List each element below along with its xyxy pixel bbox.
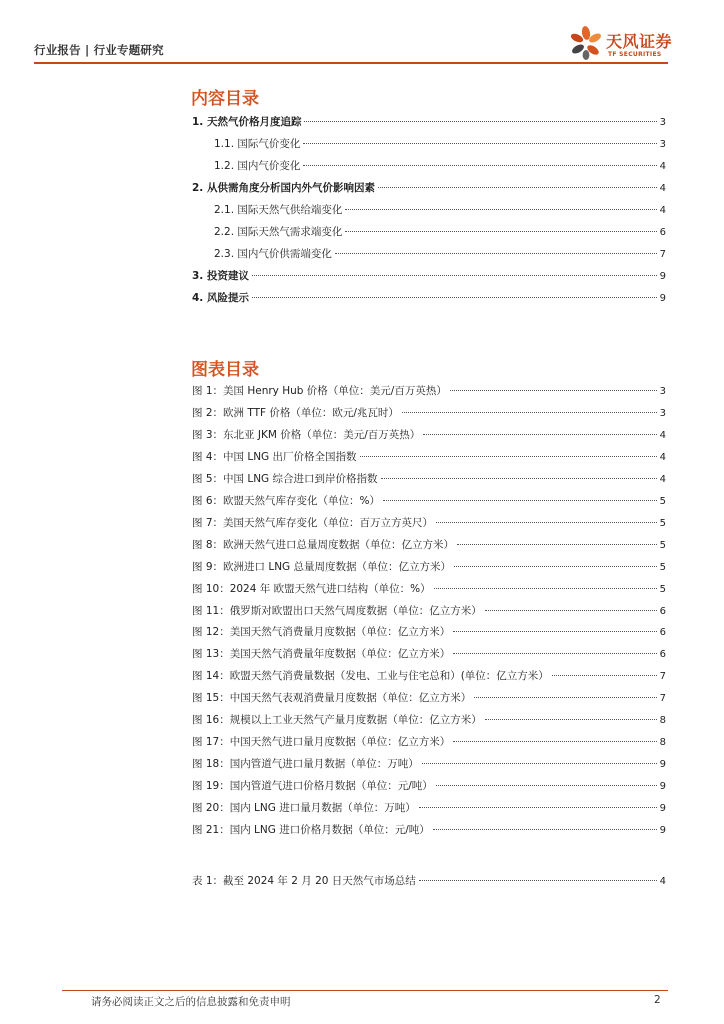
toc-entry-label: 4. 风险提示 <box>192 292 249 304</box>
figure-entry[interactable] <box>192 405 666 421</box>
figure-entry-label: 图 7：美国天然气库存变化（单位：百万立方英尺） <box>192 516 434 529</box>
figure-entry-label: 图 16：规模以上工业天然气产量月度数据（单位：亿立方米） <box>192 714 482 727</box>
figure-entry-label: 图 15：中国天然气表观消费量月度数据（单位：亿立方米） <box>192 692 472 705</box>
figure-entry-label: 图 18：国内管道气进口量月数据（单位：万吨） <box>192 758 419 771</box>
toc-entry[interactable] <box>214 202 666 218</box>
figure-entry[interactable] <box>192 690 666 706</box>
figure-entry[interactable] <box>192 646 666 662</box>
figure-entry[interactable] <box>192 471 666 487</box>
toc-entry-label: 2.2. 国际天然气需求端变化 <box>214 226 343 238</box>
figure-entry-page-number: 9 <box>659 781 666 793</box>
figure-entry-label: 图 8：欧洲天然气进口总量周度数据（单位：亿立方米） <box>192 538 455 551</box>
dot-leader <box>433 829 657 830</box>
toc-entry-label: 2.3. 国内气价供需端变化 <box>214 248 332 260</box>
dot-leader <box>485 610 657 611</box>
dot-leader <box>378 187 657 188</box>
figure-entry-label: 图 4：中国 LNG 出厂价格全国指数 <box>192 450 357 463</box>
figure-entry-page-number: 5 <box>659 583 666 595</box>
figure-entry-page-number: 3 <box>659 386 666 397</box>
dot-leader <box>402 412 657 413</box>
header-divider <box>34 62 668 64</box>
toc-entry-page-number: 3 <box>659 139 666 150</box>
figure-entry-label: 图 14：欧盟天然气消费量数据（发电、工业与住宅总和）(单位：亿立方米） <box>192 670 549 683</box>
dot-leader <box>422 763 657 764</box>
toc-entry-label: 1.1. 国际气价变化 <box>214 138 301 150</box>
logo-flower-icon <box>568 24 604 60</box>
dot-leader <box>453 631 656 632</box>
toc-entry-page-number: 9 <box>659 293 666 304</box>
figure-entry-page-number: 4 <box>659 429 666 441</box>
figure-entry-label: 图 21：国内 LNG 进口价格月数据（单位：元/吨） <box>192 824 430 836</box>
figure-entry[interactable] <box>192 493 666 509</box>
dot-leader <box>252 297 657 298</box>
toc-entry-label: 1. 天然气价格月度追踪 <box>192 116 302 128</box>
dot-leader <box>303 143 656 144</box>
figure-entry-label: 图 3：东北亚 JKM 价格（单位：美元/百万英热） <box>192 428 421 441</box>
figure-entry-page-number: 6 <box>659 605 666 617</box>
dot-leader <box>345 231 656 232</box>
table-entry-page-number: 4 <box>659 876 666 887</box>
dot-leader <box>381 478 657 479</box>
figure-entry[interactable] <box>192 427 666 443</box>
figure-entry[interactable] <box>192 449 666 465</box>
dot-leader <box>434 588 657 589</box>
table-entry[interactable] <box>192 873 666 889</box>
toc-entry-page-number: 4 <box>659 161 666 172</box>
figure-entry-page-number: 4 <box>659 473 666 485</box>
toc-entry-label: 3. 投资建议 <box>192 270 249 282</box>
figure-entry-label: 图 5：中国 LNG 综合进口到岸价格指数 <box>192 472 378 485</box>
report-type-label: 行业报告 | 行业专题研究 <box>34 43 164 57</box>
toc-entry-page-number: 4 <box>659 183 666 194</box>
figure-entry-page-number: 9 <box>659 759 666 771</box>
figure-entry-page-number: 7 <box>659 671 666 683</box>
figure-entry-page-number: 5 <box>659 495 666 507</box>
figure-entry[interactable] <box>192 822 666 838</box>
figure-entry[interactable] <box>192 603 666 619</box>
figure-entry-label: 图 12：美国天然气消费量月度数据（单位：亿立方米） <box>192 626 451 639</box>
figure-entry[interactable] <box>192 515 666 531</box>
dot-leader <box>335 253 657 254</box>
figure-entry-label: 图 10：2024 年 欧盟天然气进口结构（单位：%） <box>192 582 431 595</box>
figure-entry-page-number: 9 <box>659 803 666 815</box>
logo-chinese-name: 天风证券 <box>606 32 673 51</box>
figure-entry-label: 图 13：美国天然气消费量年度数据（单位：亿立方米） <box>192 648 451 661</box>
figure-entry[interactable] <box>192 712 666 728</box>
toc-entry[interactable] <box>192 180 666 196</box>
footer-disclaimer: 请务必阅读正文之后的信息披露和免责申明 <box>91 996 291 1008</box>
figure-entry-page-number: 5 <box>659 517 666 529</box>
figure-entry-label: 图 19：国内管道气进口价格月数据（单位：元/吨） <box>192 780 433 793</box>
footer-divider <box>62 990 668 991</box>
dot-leader <box>453 653 656 654</box>
figure-entry-page-number: 3 <box>659 407 666 419</box>
toc-entry-page-number: 9 <box>659 271 666 282</box>
dot-leader <box>457 544 657 545</box>
figure-entry-label: 图 9：欧洲进口 LNG 总量周度数据（单位：亿立方米） <box>192 560 452 573</box>
figure-entry[interactable] <box>192 668 666 684</box>
figure-entry[interactable] <box>192 383 666 399</box>
figure-entry[interactable] <box>192 581 666 597</box>
figure-entry-page-number: 8 <box>659 715 666 727</box>
figure-entry-page-number: 4 <box>659 451 666 463</box>
figure-entry-page-number: 5 <box>659 561 666 573</box>
figure-entry-label: 图 6：欧盟天然气库存变化（单位：%） <box>192 494 380 507</box>
toc-entry[interactable] <box>214 136 666 152</box>
dot-leader <box>485 719 657 720</box>
dot-leader <box>474 697 656 698</box>
dot-leader <box>419 807 657 808</box>
figure-entry-page-number: 8 <box>659 737 666 749</box>
toc-entry[interactable] <box>214 224 666 240</box>
toc-entry[interactable] <box>192 114 666 130</box>
toc-entry-label: 2.1. 国际天然气供给端变化 <box>214 204 343 216</box>
figure-entry-label: 图 2：欧洲 TTF 价格（单位：欧元/兆瓦时） <box>192 406 399 419</box>
toc-entry-label: 1.2. 国内气价变化 <box>214 160 301 172</box>
figure-entry-page-number: 7 <box>659 693 666 705</box>
figure-entry-page-number: 6 <box>659 649 666 661</box>
toc-entry-page-number: 7 <box>659 249 666 260</box>
figure-entry-label: 图 20：国内 LNG 进口量月数据（单位：万吨） <box>192 802 416 815</box>
toc-heading: 内容目录 <box>191 89 259 109</box>
dot-leader <box>436 522 657 523</box>
toc-entry[interactable] <box>214 158 666 174</box>
toc-entry-page-number: 3 <box>659 117 666 128</box>
company-logo <box>568 24 678 62</box>
dot-leader <box>436 785 657 786</box>
dot-leader <box>454 566 657 567</box>
toc-entry[interactable] <box>192 290 666 306</box>
figure-entry-label: 图 17：中国天然气进口量月度数据（单位：亿立方米） <box>192 736 451 749</box>
dot-leader <box>419 880 657 881</box>
dot-leader <box>383 500 657 501</box>
toc-entry[interactable] <box>192 268 666 284</box>
figure-entry-label: 图 1：美国 Henry Hub 价格（单位：美元/百万英热） <box>192 385 447 397</box>
toc-entry[interactable] <box>214 246 666 262</box>
page-number: 2 <box>654 994 661 1006</box>
figure-entry[interactable] <box>192 756 666 772</box>
figure-entry-label: 图 11：俄罗斯对欧盟出口天然气周度数据（单位：亿立方米） <box>192 604 482 617</box>
figures-heading: 图表目录 <box>191 360 259 380</box>
dot-leader <box>552 675 657 676</box>
dot-leader <box>423 434 656 435</box>
dot-leader <box>453 741 656 742</box>
dot-leader <box>450 390 657 391</box>
figure-entry[interactable] <box>192 624 666 640</box>
dot-leader <box>360 456 657 457</box>
figure-entry[interactable] <box>192 800 666 816</box>
toc-entry-label: 2. 从供需角度分析国内外气价影响因素 <box>192 182 375 194</box>
figure-entry-page-number: 5 <box>659 539 666 551</box>
figure-entry[interactable] <box>192 734 666 750</box>
logo-english-name: TF SECURITIES <box>608 51 662 58</box>
figure-entry[interactable] <box>192 537 666 553</box>
figure-entry[interactable] <box>192 778 666 794</box>
dot-leader <box>345 209 656 210</box>
dot-leader <box>303 165 656 166</box>
figure-entry-page-number: 6 <box>659 627 666 639</box>
figure-entry-page-number: 9 <box>659 825 666 836</box>
dot-leader <box>304 121 656 122</box>
table-entry-label: 表 1：截至 2024 年 2 月 20 日天然气市场总结 <box>192 875 416 887</box>
toc-entry-page-number: 6 <box>659 227 666 238</box>
dot-leader <box>252 275 657 276</box>
toc-entry-page-number: 4 <box>659 205 666 216</box>
figure-entry[interactable] <box>192 559 666 575</box>
